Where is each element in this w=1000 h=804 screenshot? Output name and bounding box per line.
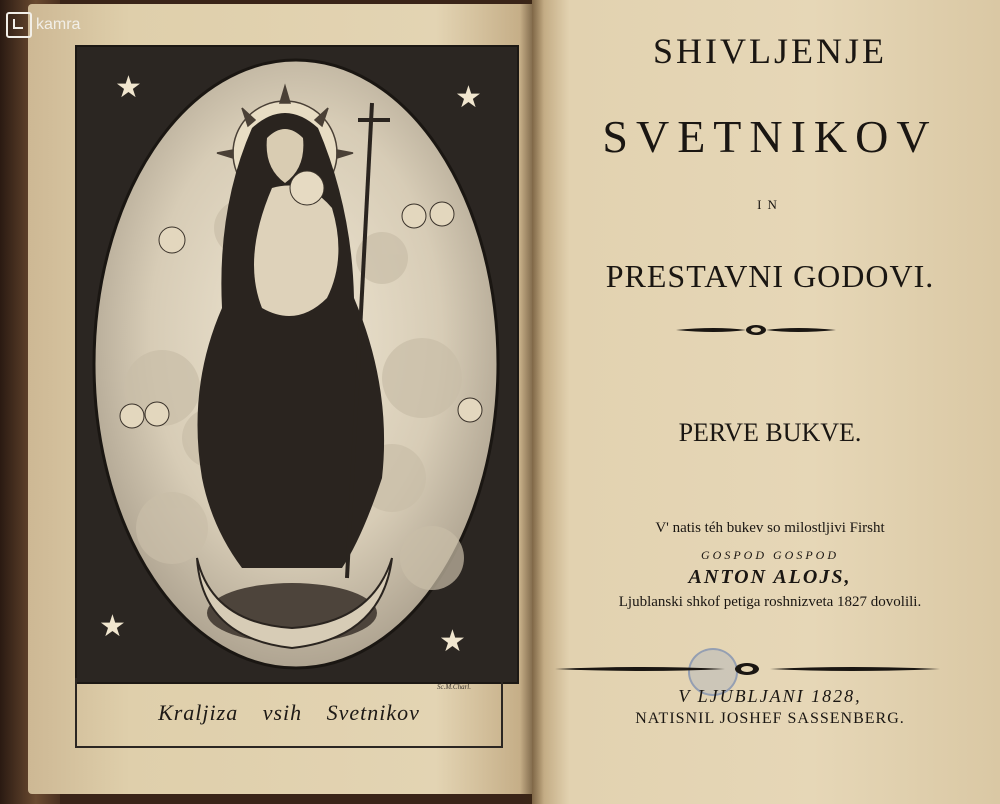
title-line-1: SHIVLJENJE — [653, 31, 887, 71]
bishop-info: Ljublanski shkof petiga roshnizveta 1827 dovolili. — [618, 594, 922, 610]
engraving-caption: Kraljiza vsih Svetnikov — [158, 700, 420, 725]
engraver-signature: Sc.M.Charl. — [436, 683, 471, 691]
engraving-image — [92, 58, 500, 670]
star-icon: ★ — [455, 81, 482, 114]
title-conjunction: IN — [757, 197, 783, 212]
engraving-caption-box — [75, 678, 503, 748]
kamra-logo-icon — [6, 12, 32, 38]
ornamental-rule-top — [676, 322, 836, 338]
lords-line: GOSPOD GOSPOD — [701, 548, 839, 562]
bishop-name: ANTON ALOJS, — [688, 566, 852, 588]
printer-line: NATISNIL JOSHEF SASSENBERG. — [635, 710, 905, 727]
place-and-year: V LJUBLJANI 1828, — [678, 686, 862, 706]
title-line-3: PRESTAVNI GODOVI. — [605, 258, 935, 294]
watermark-text: kamra — [36, 16, 81, 33]
star-icon: ★ — [99, 610, 126, 643]
ornamental-rule-bottom — [555, 660, 940, 678]
star-icon: ★ — [439, 625, 466, 658]
title-line-2: SVETNIKOV — [602, 111, 938, 162]
permission-line: V' natis téh bukev so milostljivi Firsht — [655, 520, 885, 536]
watermark-logo — [6, 12, 80, 38]
star-icon: ★ — [115, 71, 142, 104]
volume-heading: PERVE BUKVE. — [678, 418, 862, 447]
